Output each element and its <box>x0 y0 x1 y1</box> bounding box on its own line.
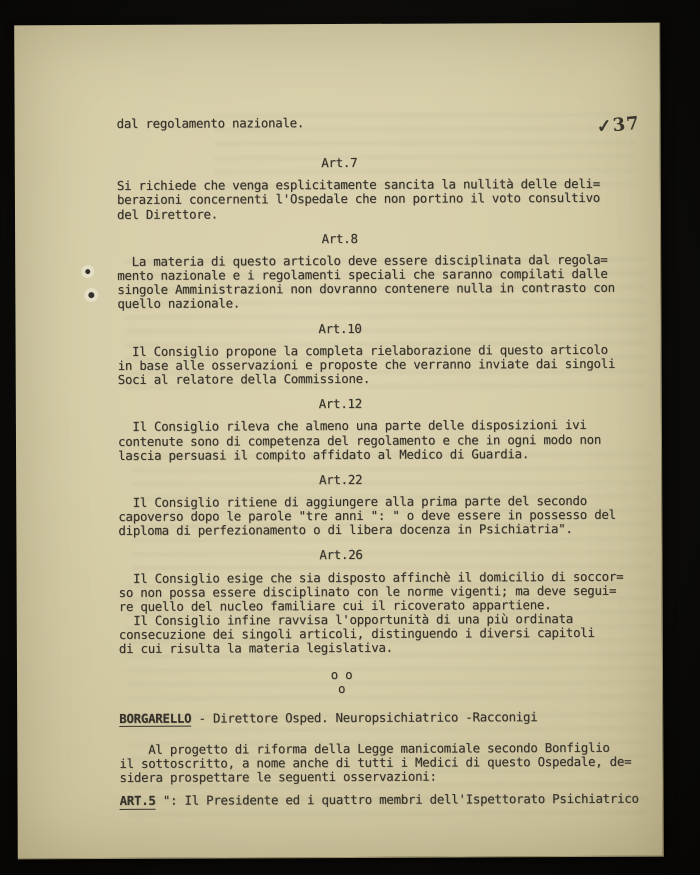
article-body-art26 <box>119 569 647 656</box>
text-line: Si richiede che venga esplicitamente sancita la nullità delle deli= <box>116 176 600 194</box>
borgarello-title: - Direttore Osped. Neuropsichiatrico -Racconigi <box>191 708 538 726</box>
document-page <box>14 23 664 860</box>
article-heading-art22: Art.22 <box>318 471 363 487</box>
text-line: Il Consiglio rileva che almeno una parte delle disposizioni ivi <box>117 417 587 435</box>
text-line: in base alle osservazioni e proposte che verranno inviate dai singoli <box>117 355 616 373</box>
text-line: singole Amministrazioni non dovranno contenere nulla in contrasto con <box>117 280 615 298</box>
section-separator-ornament: o <box>337 680 346 696</box>
borgarello-name: BORGARELLO <box>119 710 192 726</box>
borgarello-section-heading <box>119 710 647 726</box>
ink-dot <box>85 269 90 274</box>
text-line: Soci al relatore della Commissione. <box>117 370 371 387</box>
article-body-art22 <box>118 494 646 539</box>
article-heading-art12: Art.12 <box>318 396 362 412</box>
text-line: sidera prospettare le seguenti osservazioni: <box>119 768 437 786</box>
continuation-line: dal regolamento nazionale. <box>116 115 305 131</box>
article-body-art10 <box>118 342 646 387</box>
text-line: diploma di perfezionamento o di libera docenza in Psichiatria". <box>118 521 573 539</box>
text-line: quello nazionale. <box>117 295 241 312</box>
section-separator-ornament: o o <box>330 666 353 682</box>
borgarello-paragraph <box>119 741 647 786</box>
text-line: Il Consiglio propone la completa rielaborazione di questo articolo <box>117 341 608 359</box>
article-body-art8 <box>117 253 645 312</box>
text-line: re quello del nucleo familiare cui il ricoverato appartiene. <box>118 596 552 614</box>
text-line: consecuzione dei singoli articoli, distinguendo i diversi capitoli <box>118 625 595 643</box>
text-line: capoverso dopo le parole "tre anni ": " o deve essere in possesso del <box>118 506 616 525</box>
article-heading-art7: Art.7 <box>321 155 358 171</box>
article-heading-art26: Art.26 <box>319 547 363 563</box>
ink-dot <box>88 292 94 298</box>
art5-observation-line <box>120 792 648 808</box>
art5-label: ART.5 <box>119 793 156 809</box>
article-heading-art8: Art.8 <box>321 230 358 246</box>
text-line: il sottoscritto, a nome anche di tutti i Medici di questo Ospedale, de= <box>119 753 632 772</box>
art5-text: ": Il Presidente ed i quattro membri dell'Ispettorato Psichiatrico <box>155 791 639 809</box>
text-line: Il Consiglio infine ravvisa l'opportunità di una più ordinata <box>118 611 574 629</box>
text-line: del Direttore. <box>116 206 218 222</box>
text-line: lascia persuasi il compito affidato al Medico di Guardia. <box>118 445 530 463</box>
typewritten-text-block <box>116 112 648 809</box>
article-heading-art10: Art.10 <box>318 320 362 336</box>
text-line: Al progetto di riforma della Legge manicomiale secondo Bonfiglio <box>119 739 610 757</box>
text-line: berazioni concernenti l'Ospedale che non portino il voto consultivo <box>116 190 601 208</box>
text-line: contenute sono di competenza del regolamento e che in ogni modo non <box>117 431 602 449</box>
article-body-art12 <box>118 418 646 463</box>
text-line: La materia di questo articolo deve essere disciplinata dal regola= <box>117 251 608 269</box>
handwritten-page-number: ✓37 <box>595 112 641 138</box>
text-line: Il Consiglio ritiene di aggiungere alla prima parte del secondo <box>118 492 587 510</box>
text-line: Il Consiglio esige che sia disposto affinchè il domicilio di soccor= <box>118 568 624 586</box>
article-body-art7 <box>117 177 645 222</box>
text-line: mento nazionale e i regolamenti speciali che saranno compilati dalle <box>117 265 608 284</box>
text-line: di cui risulta la materia legislativa. <box>118 640 393 657</box>
text-line: so non possa essere disciplinato con le norme vigenti; ma deve segui= <box>118 582 617 600</box>
